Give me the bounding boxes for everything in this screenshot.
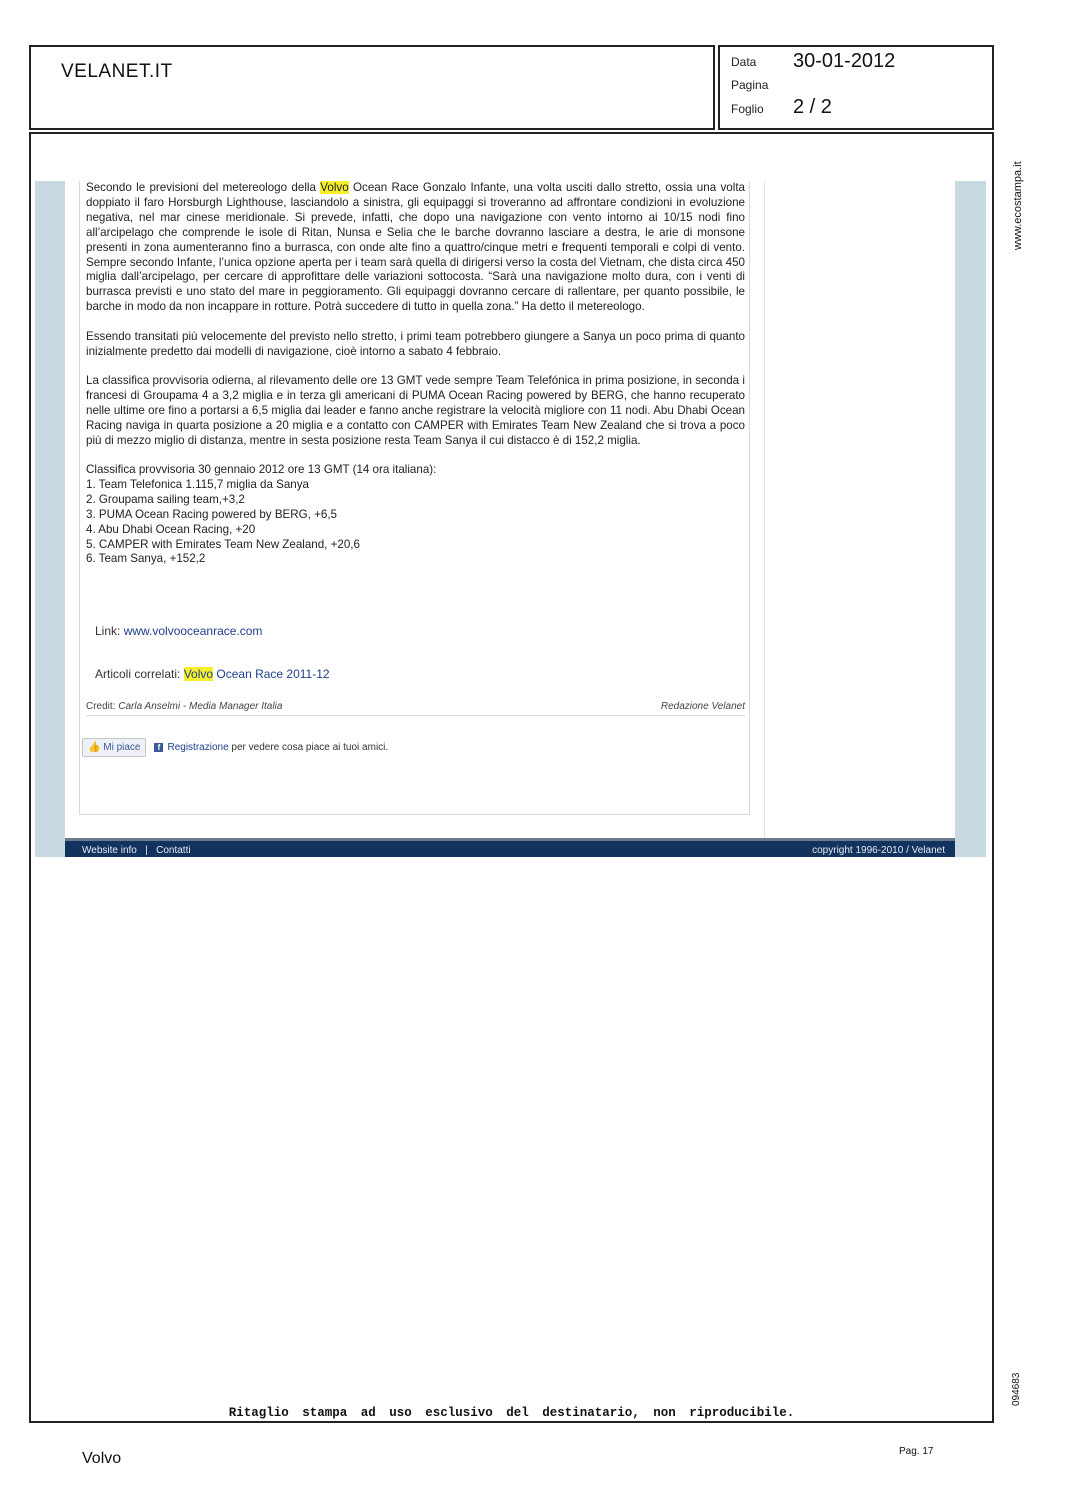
footer-links[interactable]: Website info | Contatti <box>82 845 191 856</box>
ranking-item: 2. Groupama sailing team,+3,2 <box>86 492 245 506</box>
source-link[interactable]: www.volvooceanrace.com <box>123 624 263 638</box>
related-link-text: Ocean Race 2011-12 <box>213 667 330 681</box>
credit <box>86 701 282 712</box>
paragraph-text: Secondo le previsioni del metereologo della <box>86 181 321 194</box>
like-label: Mi piace <box>103 742 141 753</box>
article-body <box>86 181 745 567</box>
side-website <box>1000 150 1024 250</box>
page-number: Pag. 17 <box>899 1446 934 1457</box>
source-link-row <box>95 624 262 638</box>
sheet-value: 2 / 2 <box>793 96 832 118</box>
credit-name: Carla Anselmi - Media Manager Italia <box>118 701 283 712</box>
article-paragraph-3: La classifica provvisoria odierna, al rilevamento delle ore 13 GMT vede sempre Team Telefónica in prima posizione, in seconda i francesi di Groupama 4 a 3,2 miglia e in terza gli americani di PUMA Ocean Racing powered by BERG, che hanno recuperato nelle ultime ore fino a portarsi a 6,5 miglia dai leader e fanno anche registrare la velocità migliore con 11 nodi. Abu Dhabi Ocean Racing naviga in quarta posizione a 20 miglia e a contatto con CAMPER with Emirates Team New Zealand che si trova a poco più di mezzo miglio di distanza, mentre in sesta posizione resta Team Sanya il cui distacco è di 152,2 miglia. <box>86 373 745 447</box>
page-background-left <box>35 181 65 857</box>
ranking-item: 4. Abu Dhabi Ocean Racing, +20 <box>86 522 256 536</box>
article-paragraph-2: Essendo transitati più velocemente del previsto nello stretto, i primi team potrebbero giungere a Sanya un poco prima di quanto inizialmente predetto dai modelli di navigazione, cioè intorno a sabato 4 febbraio. <box>86 329 745 358</box>
page-background-right <box>955 181 986 857</box>
side-code <box>1000 1370 1022 1406</box>
right-column-divider <box>764 181 765 839</box>
ranking-item: 3. PUMA Ocean Racing powered by BERG, +6,5 <box>86 507 338 521</box>
footer-copyright: copyright 1996-2010 / Velanet <box>812 845 945 856</box>
metadata-box <box>718 45 994 130</box>
publication-box <box>29 45 715 130</box>
ranking-item: 5. CAMPER with Emirates Team New Zealand, +20,6 <box>86 537 360 551</box>
article-paragraph-1 <box>86 181 745 315</box>
publication-title: VELANET.IT <box>61 61 173 82</box>
facebook-like-row <box>82 738 388 757</box>
disclaimer: Ritaglio stampa ad uso esclusivo del destinatario, non riproducibile. <box>228 1406 795 1420</box>
keyword-label: Volvo <box>82 1450 122 1467</box>
thumbs-up-icon: 👍 <box>88 742 101 753</box>
credit-label: Credit: <box>86 701 119 712</box>
editorial-credit: Redazione Velanet <box>660 701 745 712</box>
related-article-link[interactable] <box>184 667 330 681</box>
highlight-keyword: Volvo <box>183 667 214 681</box>
ranking-item: 6. Team Sanya, +152,2 <box>86 552 206 566</box>
facebook-text: per vedere cosa piace ai tuoi amici. <box>228 742 389 753</box>
ranking-item: 1. Team Telefonica 1.115,7 miglia da Sanya <box>86 477 310 491</box>
side-code-text: 094683 <box>1011 1372 1022 1406</box>
facebook-register-link[interactable]: Registrazione <box>167 742 229 753</box>
date-value: 30-01-2012 <box>793 50 896 72</box>
ranking-title: Classifica provvisoria 30 gennaio 2012 ore 13 GMT (14 ora italiana): <box>86 463 437 476</box>
like-button[interactable] <box>82 738 146 757</box>
page-label: Pagina <box>731 78 769 92</box>
sheet-label: Foglio <box>731 102 764 116</box>
ranking-list <box>86 463 745 567</box>
date-label: Data <box>731 55 757 69</box>
site-footer <box>65 838 955 857</box>
link-label: Link: <box>95 624 124 638</box>
paragraph-text: Ocean Race Gonzalo Infante, una volta usciti dallo stretto, ossia una volta doppiato il faro Horsburgh Lighthouse, lasciandolo a sinistra, gli equipaggi si troveranno ad affrontare condizioni in evoluzione negativa, nel mar cinese meridionale. Si prevede, infatti, che dopo una navigazione con vento intorno ai 10/15 nodi fino all’arcipelago che comprende le isole di Ritan, Nunsa e Selia che le barche dovranno lasciare a destra, le arie di monsone presenti in zona aumenteranno fino a burrasca, con onde alte fino a quattro/cinque metri e frequenti temporali e colpi di vento. Sempre secondo Infante, l’unica opzione aperta per i team sarà quella di dirigersi verso la costa del Vietnam, che dista circa 450 miglia dall’arcipelago, per cercare di approfittare delle variazioni sottocosta. “Sarà una navigazione molto dura, con i venti di burrasca previsti e uno stato del mare in peggioramento. Gli equipaggi dovranno cercare di rallentare, per quanto possibile, le barche in modo da non incappare in rotture. Potrà succedere di tutto in quella zona.” Ha detto il metereologo. <box>86 181 745 314</box>
related-articles-row <box>95 667 330 681</box>
credit-row <box>86 701 745 716</box>
related-label: Articoli correlati: <box>95 667 184 681</box>
side-website-text: www.ecostampa.it <box>1012 161 1024 250</box>
highlight-keyword: Volvo <box>320 181 349 194</box>
facebook-icon: f <box>154 743 163 752</box>
